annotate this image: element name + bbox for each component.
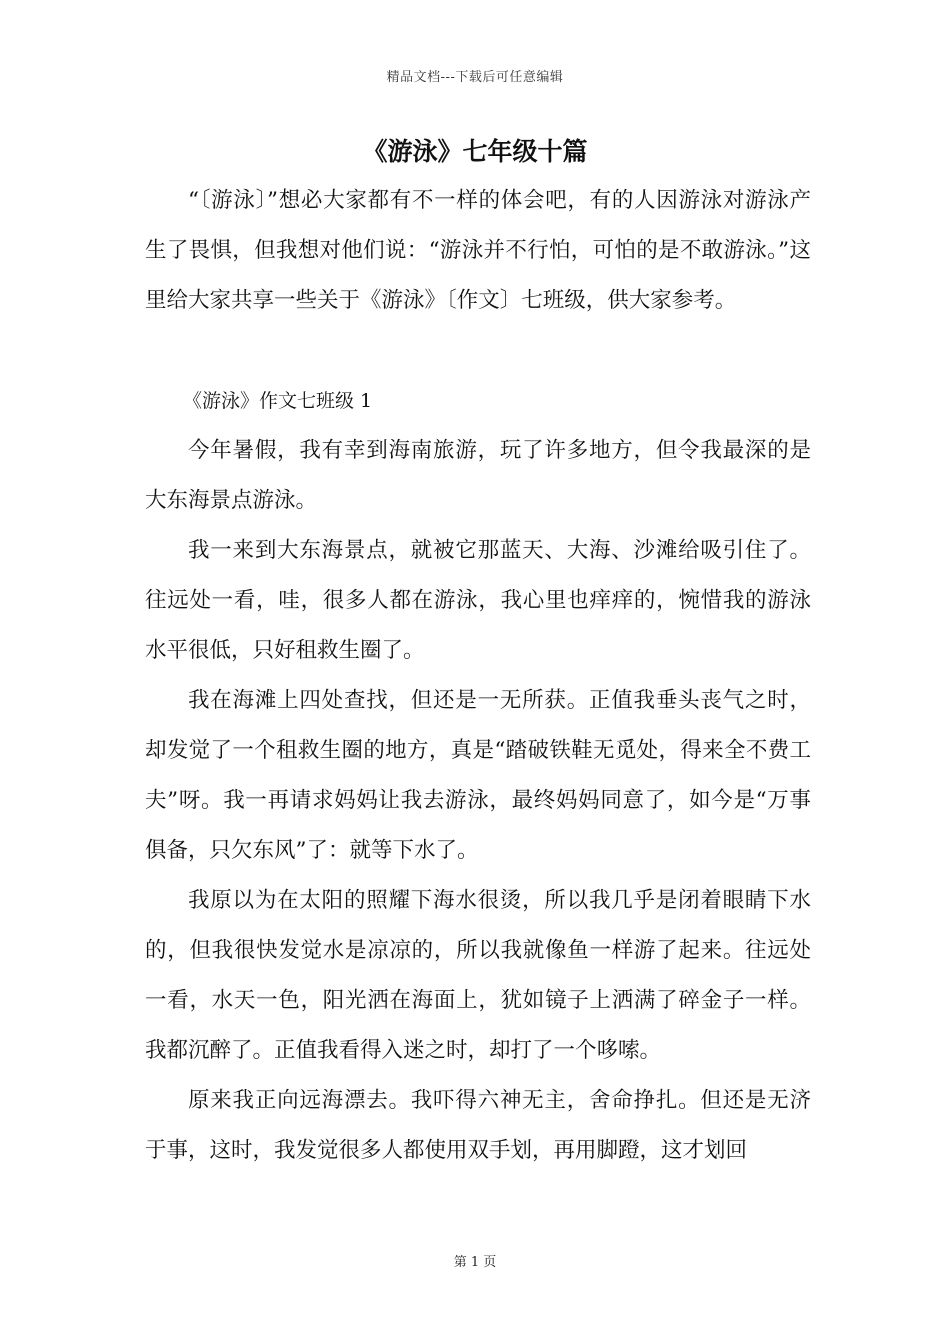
body-paragraph: 今年暑假，我有幸到海南旅游，玩了许多地方，但令我最深的是大东海景点游泳。 xyxy=(145,438,811,513)
intro-paragraph: “〔游泳〕”想必大家都有不一样的体会吧，有的人因游泳对游泳产生了畏惧，但我想对他们说：“游泳并不行怕，可怕的是不敢游泳。”这里给大家共享一些关于《游泳》〔作文〕七班级，供大家参考。 xyxy=(145,188,811,313)
page-header: 精品文档---下载后可任意编辑 xyxy=(386,70,564,85)
body-paragraph: 原来我正向远海漂去。我吓得六神无主，舍命挣扎。但还是无济于事，这时，我发觉很多人都使用双手划，再用脚蹬，这才划回 xyxy=(145,1088,811,1163)
document-body xyxy=(145,176,811,1176)
page-number: 第 1 页 xyxy=(453,1255,497,1270)
section-heading: 《游泳》作文七班级 1 xyxy=(183,390,373,412)
body-paragraph: 我在海滩上四处查找，但还是一无所获。正值我垂头丧气之时，却发觉了一个租救生圈的地方，真是“踏破铁鞋无觅处，得来全不费工夫”呀。我一再请求妈妈让我去游泳，最终妈妈同意了，如今是“万事俱备，只欠东风”了：就等下水了。 xyxy=(145,688,811,863)
body-paragraph: 我一来到大东海景点，就被它那蓝天、大海、沙滩给吸引住了。往远处一看，哇，很多人都在游泳，我心里也痒痒的，惋惜我的游泳水平很低，只好租救生圈了。 xyxy=(145,538,811,663)
body-paragraph: 我原以为在太阳的照耀下海水很烫，所以我几乎是闭着眼睛下水的，但我很快发觉水是凉凉的，所以我就像鱼一样游了起来。往远处一看，水天一色，阳光洒在海面上，犹如镜子上洒满了碎金子一样。我都沉醉了。正值我看得入迷之时，却打了一个哆嗦。 xyxy=(145,888,811,1063)
document-title: 《游泳》七年级十篇 xyxy=(362,137,588,166)
